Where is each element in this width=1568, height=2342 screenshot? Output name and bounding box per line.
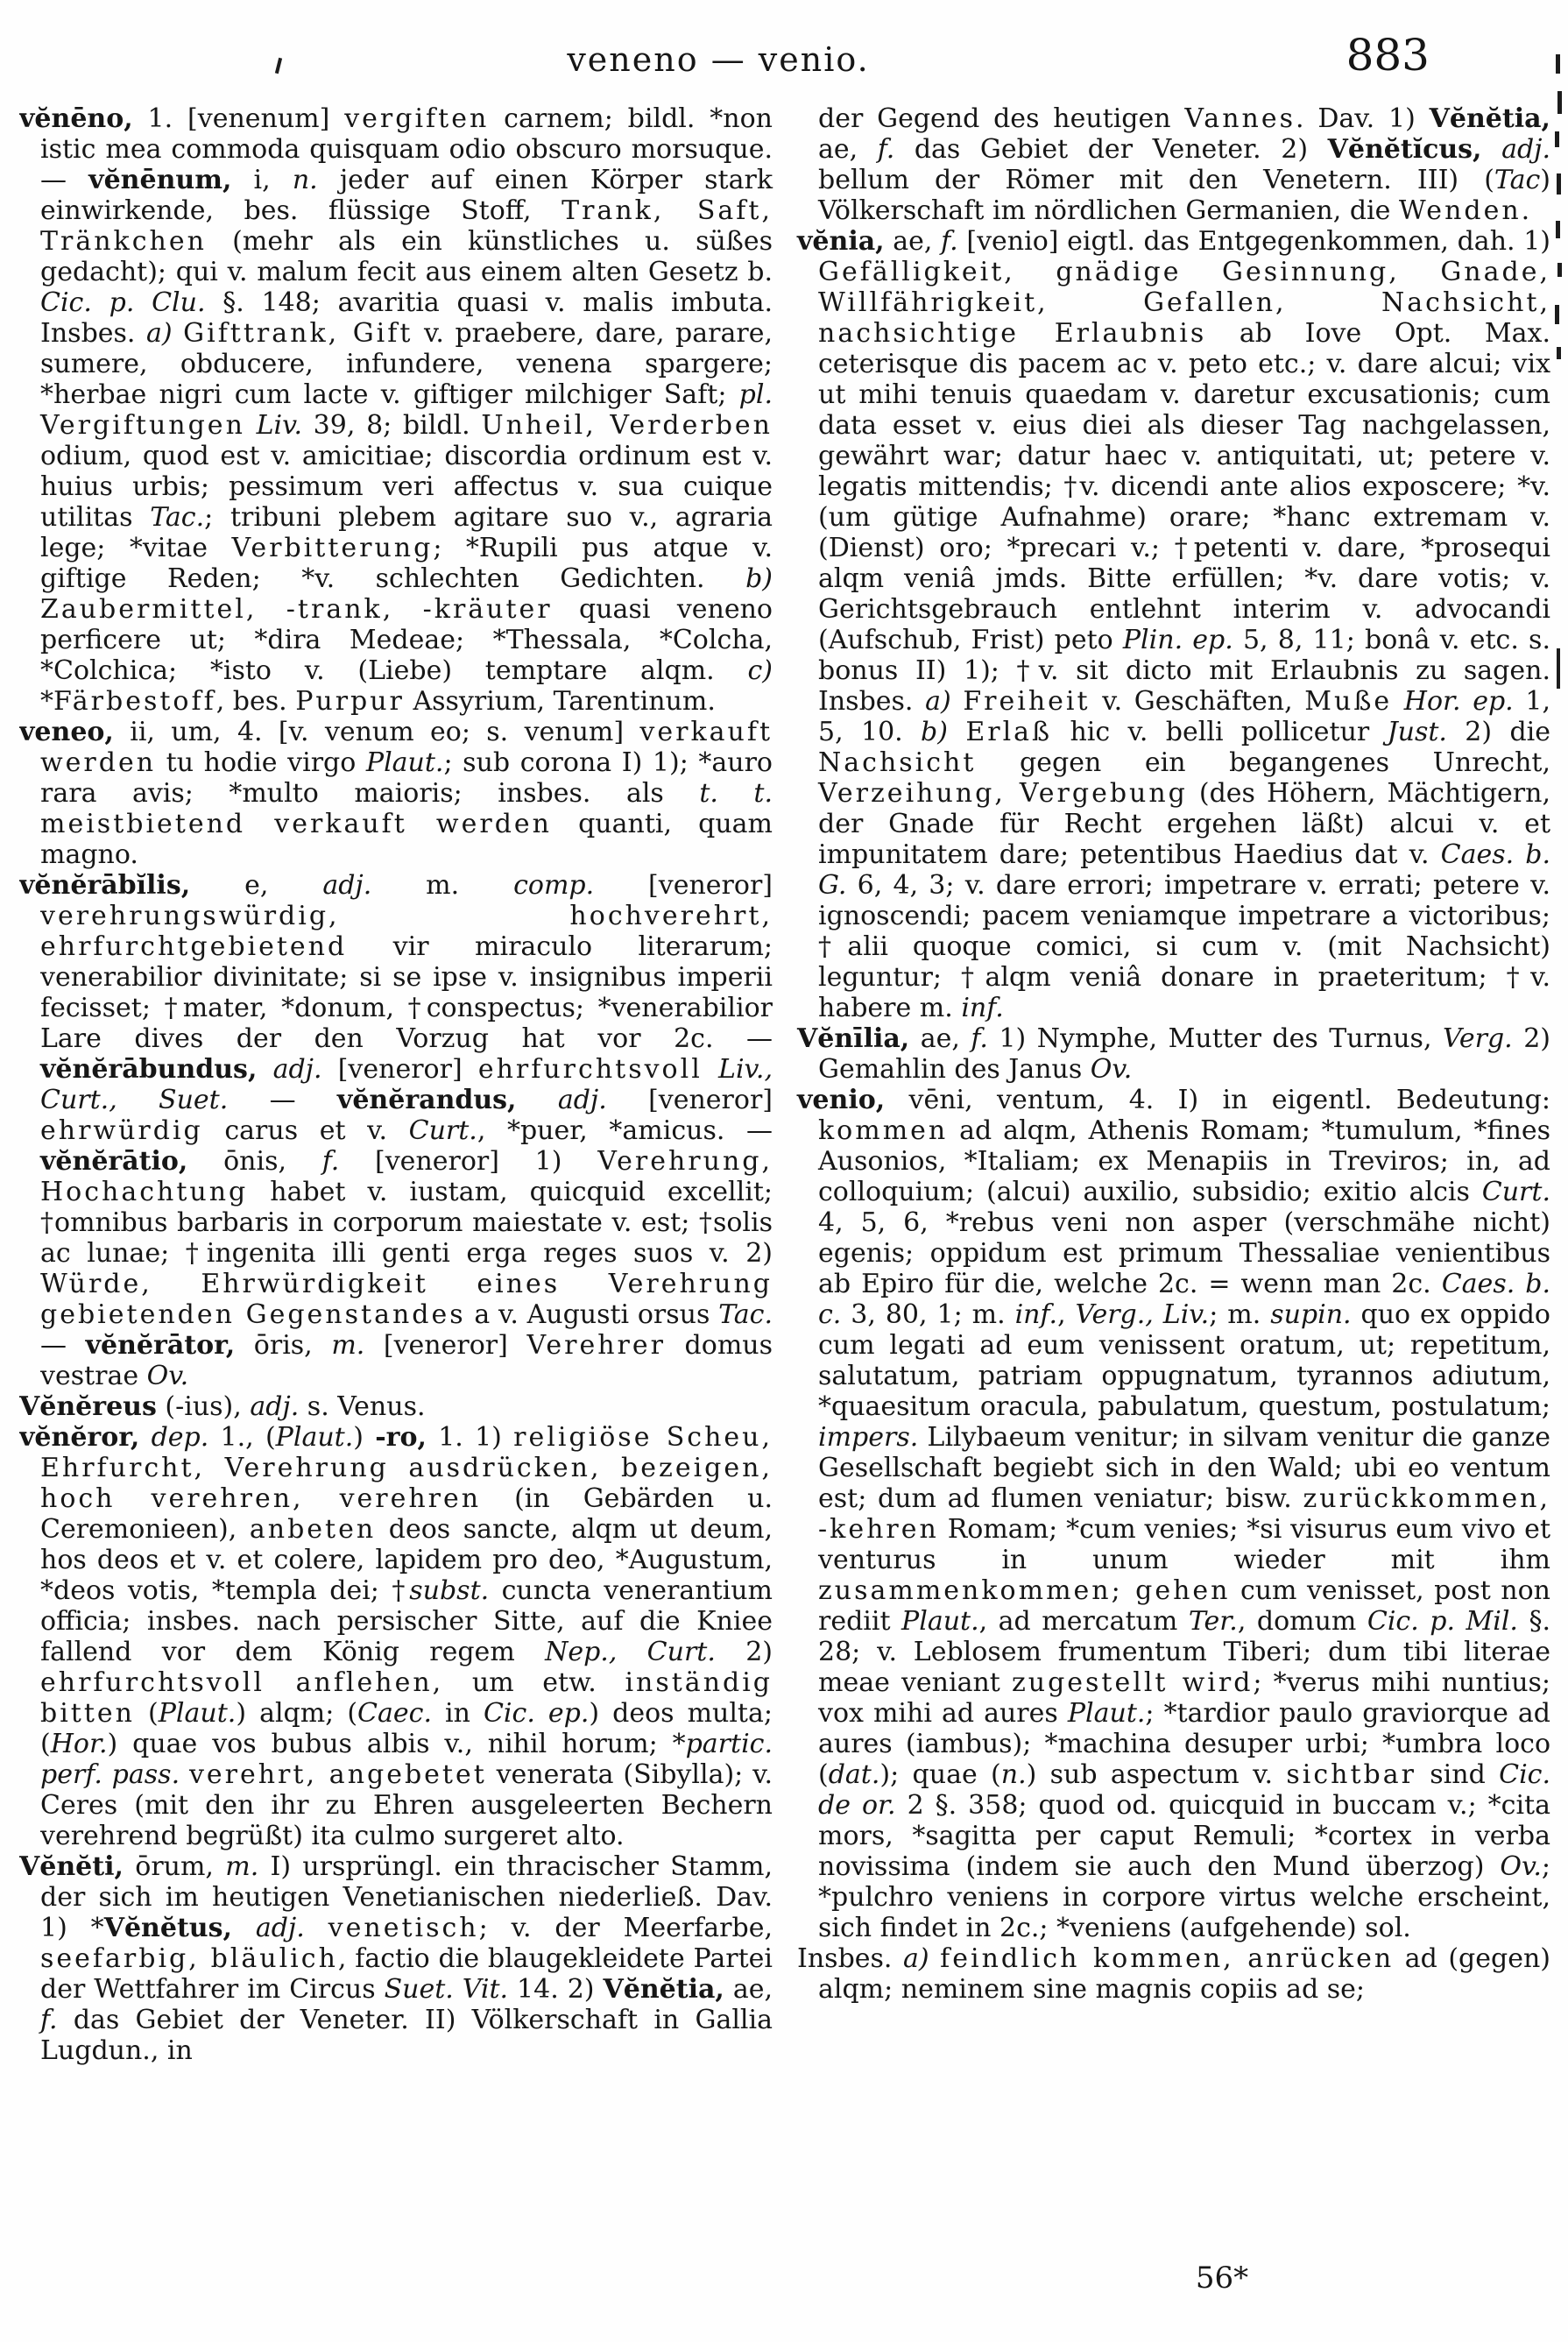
text-segment: um etw.	[443, 1667, 625, 1698]
scan-speck	[1557, 347, 1561, 359]
text-segment: feindlich kommen, anrücken	[940, 1943, 1395, 1974]
text-segment: ae,	[884, 226, 942, 257]
text-segment: impers.	[818, 1422, 919, 1453]
text-segment: t. t.	[699, 778, 773, 809]
text-segment: verehrungswürdig, hochverehrt, ehrfurchtgebietend	[40, 901, 773, 962]
text-segment: Vĕnĕtia,	[1429, 103, 1550, 134]
text-segment: Zaubermittel, -trank, -kräuter	[40, 594, 553, 625]
text-segment: jeder auf einen Körper stark einwirkende, bes. flüssige Stoff,	[40, 165, 773, 226]
text-segment: )	[353, 1422, 376, 1453]
text-segment	[180, 1759, 189, 1790]
text-segment: vĕnĕrātor,	[85, 1330, 236, 1361]
text-segment: ad (gegen) alqm; neminem sine magnis copiis ad se;	[818, 1943, 1550, 2005]
text-segment: Freiheit	[963, 686, 1091, 717]
text-segment	[948, 717, 965, 747]
text-segment: kommen	[818, 1115, 949, 1146]
text-segment: —	[228, 1085, 337, 1115]
text-segment: verkauft werden	[40, 717, 773, 778]
text-segment: Wenden	[1398, 195, 1522, 226]
text-segment: Gefälligkeit, gnädige Gesinnung, Gnade, Willfährigkeit, Gefallen, Nachsicht, nachsichtige Erlaubnis	[818, 257, 1550, 349]
text-segment: e,	[190, 870, 323, 901]
text-segment: m.	[371, 870, 514, 901]
text-segment: Assyrium, Tarentinum.	[404, 686, 716, 717]
text-segment: 1. 1)	[426, 1422, 514, 1453]
text-segment: (	[135, 1698, 159, 1729]
text-segment: §. 28; v. Leblosem frumentum Tiberi; dum tibi literae meae veniant	[818, 1606, 1550, 1698]
text-segment: vĕnēno,	[19, 103, 133, 134]
text-segment: Liv., Curt., Suet.	[40, 1054, 773, 1115]
text-segment: das Gebiet der Veneter. 2)	[894, 134, 1328, 165]
text-segment: [venio] eigtl. das Entgegenkommen, dah. 1)	[957, 226, 1550, 257]
text-segment: n.	[1000, 1759, 1027, 1790]
text-segment: zurückkommen, -kehren	[818, 1483, 1550, 1545]
text-segment: ae,	[909, 1023, 971, 1054]
text-segment: anbeten	[249, 1514, 377, 1545]
scan-speck	[1555, 131, 1559, 147]
text-segment: Vĕnīlia,	[797, 1023, 910, 1054]
text-segment: Vĕnĕti,	[19, 1851, 124, 1882]
text-segment: ii, um, 4. [v. venum eo; s. venum]	[113, 717, 640, 747]
text-segment: pl.	[738, 379, 773, 410]
text-segment: 39, 8; bildl.	[302, 410, 482, 441]
text-segment: ōnis,	[187, 1146, 322, 1177]
text-segment: Nep., Curt.	[545, 1637, 716, 1667]
text-segment: b)	[921, 717, 948, 747]
text-segment	[703, 1054, 718, 1085]
text-segment: bellum der Römer mit den Venetern. III) (	[818, 165, 1494, 195]
text-segment: Insbes.	[797, 1943, 903, 1974]
page-number: 883	[1346, 30, 1430, 81]
text-segment: Vergiftungen	[40, 410, 245, 441]
text-segment: ehrfurchtsvoll	[477, 1054, 703, 1085]
text-segment: ae,	[724, 1974, 773, 2005]
dictionary-entry-venio-insbes	[797, 1943, 1550, 2005]
text-segment: subst.	[409, 1575, 490, 1606]
text-segment: [veneror]	[594, 870, 773, 901]
text-segment: der Gegend des heutigen	[818, 103, 1185, 134]
text-segment: , ad mercatum	[978, 1606, 1189, 1637]
text-segment	[517, 1085, 558, 1115]
text-segment: carnem; bildl. *non istic mea commoda quisquam odio obscuro morsuque. —	[40, 103, 773, 195]
text-segment: Tac.	[718, 1299, 773, 1330]
text-segment: Cic. p. Clu.	[40, 287, 206, 318]
text-segment: veneo,	[19, 717, 114, 747]
text-segment	[139, 1422, 151, 1453]
text-segment: ; v. der Meerfarbe,	[478, 1913, 773, 1943]
text-segment: vir miraculo literarum; venerabilior divinitate; si se ipse v. insignibus imperii fecisset; †mater, *donum, †conspectus; *venerabilior Lare dives der den Vorzug hat vor 2c. —	[40, 931, 773, 1054]
text-segment: ōris,	[235, 1330, 332, 1361]
text-segment: c)	[747, 655, 773, 686]
text-segment: (des Höhern, Mächtigern, der Gnade für Recht ergehen läßt) alcui v. et impunitatem dare; petentibus Haedius dat v.	[818, 778, 1550, 870]
text-segment: Just.	[1387, 717, 1447, 747]
text-segment: (in Gebärden u. Ceremonieen),	[40, 1483, 773, 1545]
text-segment: Liv.	[256, 410, 303, 441]
text-segment: ae,	[818, 134, 878, 165]
text-segment: vĕnĕrātio,	[40, 1146, 188, 1177]
text-segment: I) ursprüngl. ein thracischer Stamm, der sich im heutigen Venetianischen niederließ. Dav. 1) *	[40, 1851, 773, 1943]
column-left	[19, 103, 773, 2272]
text-segment: Plaut.	[275, 1422, 354, 1453]
text-segment: tu hodie virgo	[156, 747, 366, 778]
text-segment: Plaut.	[901, 1606, 979, 1637]
text-segment: ) quae vos bubus albis v., nihil horum; *	[107, 1729, 686, 1759]
text-segment: Unheil, Verderben	[481, 410, 773, 441]
text-segment: inf.	[961, 993, 1004, 1023]
text-segment: Hor. ep.	[1403, 686, 1514, 717]
scan-speck	[1557, 173, 1561, 195]
text-segment: a)	[903, 1943, 929, 1974]
text-segment: f.	[971, 1023, 988, 1054]
text-segment: ad alqm, Athenis Romam; *tumulum, *fines Ausonios, *Italiam; ex Menapiis in Treviros; in, ad colloquium; (alcui) auxilio, subsidio; exitio alcis	[818, 1115, 1550, 1207]
text-segment: n.	[292, 165, 318, 195]
text-segment: b)	[745, 563, 773, 594]
text-segment: Gifttrank, Gift	[183, 318, 413, 349]
text-segment: ; tribuni plebem agitare suo v., agraria lege; *vitae	[40, 502, 773, 563]
scan-speck	[1556, 221, 1560, 238]
text-segment: [veneror]	[364, 1330, 527, 1361]
text-segment: verehrt, angebetet	[188, 1759, 487, 1790]
text-segment: odium, quod est v. amicitiae; discordia ordinum est v. huius urbis; pessimum veri affectus v. sua cuique utilitas	[40, 441, 773, 533]
text-segment: , domum	[1237, 1606, 1367, 1637]
text-segment: , bes.	[215, 686, 296, 717]
text-segment: ); quae (	[879, 1759, 1001, 1790]
dictionary-entry-venilia	[797, 1023, 1550, 1085]
text-segment: Romam; *cum venies; *si visurus eum vivo et venturus in unum wieder mit ihm	[818, 1514, 1550, 1575]
text-segment: vĕnĕrandus,	[336, 1085, 517, 1115]
text-segment: . Dav. 1)	[1295, 103, 1430, 134]
text-segment: cum venisset, post non rediit	[818, 1575, 1550, 1637]
text-segment: in	[431, 1698, 484, 1729]
text-segment: Vĕnĕtus,	[103, 1913, 232, 1943]
signature-mark: 56*	[1195, 2261, 1249, 2296]
text-segment: vergiften	[344, 103, 490, 134]
text-columns	[19, 103, 1550, 2272]
text-segment: domus vestrae	[40, 1330, 773, 1391]
text-segment: Verzeihung, Vergebung	[818, 778, 1188, 809]
dictionary-entry-veneo	[19, 717, 773, 870]
text-segment: habet v. iustam, quicquid excellit; †omnibus barbaris in corporum maiestate v. est; †solis ac lunae; †ingenita illi genti erga reges suos v. 2)	[40, 1177, 773, 1269]
text-segment: ; m.	[1209, 1299, 1271, 1330]
text-segment: Tac	[1494, 165, 1541, 195]
text-segment: (-ius),	[156, 1391, 251, 1422]
text-segment: cuncta venerantium officia; insbes. nach persischer Sitte, auf die Kniee fallend vor dem König regem	[40, 1575, 773, 1667]
text-segment: Vannes	[1184, 103, 1296, 134]
text-segment: Cic. p. Mil.	[1367, 1606, 1518, 1637]
text-segment	[929, 1943, 941, 1974]
text-segment: 1. [venenum]	[132, 103, 345, 134]
text-segment: quasi veneno perficere ut; *dira Medeae; *Thessala, *Colcha, *Colchica; *isto v. (Liebe) temptare alqm.	[40, 594, 773, 686]
text-segment: adj.	[557, 1085, 607, 1115]
text-segment: seefarbig, bläulich	[40, 1943, 338, 1974]
text-segment: adj.	[272, 1054, 322, 1085]
text-segment: venetisch	[328, 1913, 479, 1943]
text-segment: 5, 8, 11; bonâ v. etc. s. bonus II) 1); †v. sit dicto mit Erlaubnis zu sagen. Insbes.	[818, 625, 1550, 717]
text-segment	[305, 1913, 328, 1943]
text-segment: 1, 5, 10.	[818, 686, 1550, 747]
dictionary-entry-veneti	[19, 1851, 773, 2066]
text-segment: hic v. belli pollicetur	[1052, 717, 1388, 747]
text-segment: Vĕnĕreus	[19, 1391, 157, 1422]
text-segment	[1482, 134, 1502, 165]
text-segment	[245, 410, 257, 441]
text-segment: vĕnĕrābundus,	[40, 1054, 258, 1085]
text-segment: —	[40, 1330, 86, 1361]
text-segment: Purpur	[295, 686, 405, 717]
dictionary-entry-venio	[797, 1085, 1550, 1943]
text-segment: -ro,	[375, 1422, 427, 1453]
text-segment: Muße	[1304, 686, 1393, 717]
text-segment	[1392, 686, 1404, 717]
text-segment: vĕnĕrābĭlis,	[19, 870, 191, 901]
text-segment: Plaut.	[158, 1698, 237, 1729]
scan-speck	[1557, 91, 1562, 114]
text-segment: Plaut.	[1067, 1698, 1146, 1729]
scan-speck	[1555, 305, 1559, 324]
text-segment: [veneror]	[321, 1054, 478, 1085]
text-segment: das Gebiet der Veneter. II) Völkerschaft in Gallia Lugdun., in	[40, 2005, 773, 2066]
dictionary-entry-veneno	[19, 103, 773, 717]
text-segment: inständig bitten	[40, 1667, 773, 1729]
text-segment: zusammenkommen; gehen	[818, 1575, 1231, 1606]
text-segment: ; sub corona I) 1); *auro rara avis; *multo maioris; insbes. als	[40, 747, 773, 809]
text-segment: vĕnēnum,	[88, 165, 232, 195]
text-segment: v. praebere, dare, parare, sumere, obducere, infundere, venena spargere; *herbae nigri cum lacte v. giftiger milchiger Saft;	[40, 318, 773, 410]
text-segment: Ov.	[1500, 1851, 1542, 1882]
text-segment: Caes. b. c.	[818, 1269, 1550, 1330]
text-segment: Ter.	[1188, 1606, 1238, 1637]
text-segment: 2)	[715, 1637, 773, 1667]
text-segment: ) sub aspectum v.	[1026, 1759, 1287, 1790]
text-segment: Färbestoff	[53, 686, 216, 717]
text-segment: Würde, Ehrwürdigkeit eines Verehrung gebietenden Gegenstandes	[40, 1269, 773, 1330]
text-segment: 4, 5, 6, *rebus veni non asper (verschmähe nicht) egenis; oppidum est primum Thessaliae venientibus ab Epiro für die, welche 2c. = wenn man 2c.	[818, 1207, 1550, 1299]
text-segment: venio,	[797, 1085, 886, 1115]
dictionary-entry-venerabilis	[19, 870, 773, 1391]
text-segment: adj.	[1501, 134, 1550, 165]
text-segment: ehrfurchtsvoll anflehen,	[40, 1667, 444, 1698]
text-segment: 1., (	[208, 1422, 276, 1453]
text-segment: Vĕnĕtia,	[603, 1974, 724, 2005]
text-segment: ; *tardior paulo graviorque ad aures (iambus); *machina desuper urbi; *umbra loco (	[818, 1698, 1550, 1790]
scan-speck	[1556, 54, 1560, 74]
text-segment: ; *verus mihi nuntius; vox mihi ad aures	[818, 1667, 1550, 1729]
text-segment: Plin. ep.	[1122, 625, 1233, 655]
text-segment	[173, 318, 184, 349]
column-right	[797, 103, 1550, 2272]
text-segment: i,	[231, 165, 293, 195]
text-segment: Verehrer	[526, 1330, 666, 1361]
text-segment: comp.	[513, 870, 595, 901]
text-segment: [veneror] 1)	[339, 1146, 598, 1177]
text-segment: adj.	[250, 1391, 300, 1422]
text-segment: *	[40, 686, 53, 717]
text-segment: inf.	[1014, 1299, 1058, 1330]
text-segment	[951, 686, 964, 717]
text-segment: Caec.	[357, 1698, 432, 1729]
text-segment: Caes. b. G.	[818, 839, 1550, 901]
text-segment: supin.	[1270, 1299, 1352, 1330]
text-segment: m.	[331, 1330, 365, 1361]
text-segment: (mehr als ein künstliches u. süßes gedacht); qui v. malum fecit aus einem alten Gesetz b.	[40, 226, 773, 287]
text-segment: f.	[321, 1146, 340, 1177]
text-segment: §. 148; avaritia quasi v. malis imbuta. Insbes.	[40, 287, 773, 349]
text-segment: sichtbar	[1286, 1759, 1416, 1790]
text-segment: dep.	[151, 1422, 209, 1453]
text-segment	[232, 1913, 256, 1943]
text-segment: Verg.	[1442, 1023, 1513, 1054]
text-segment: f.	[877, 134, 895, 165]
text-segment: gegen ein begangenes Unrecht,	[976, 747, 1550, 778]
text-segment: Verehrung, Hochachtung	[40, 1146, 773, 1207]
running-title: veneno — venio.	[567, 40, 870, 79]
dictionary-entry-veneti-continuation	[797, 103, 1550, 226]
text-segment	[257, 1054, 272, 1085]
text-segment: Curt.	[1481, 1177, 1550, 1207]
text-segment: Cic. ep.	[483, 1698, 590, 1729]
text-segment: Curt.	[408, 1115, 477, 1146]
text-segment: , *puer, *amicus. —	[477, 1115, 773, 1146]
text-segment: ab Iove Opt. Max. ceterisque dis pacem ac v. peto etc.; v. dare alcui; vix ut mihi tenuis quaedam v. daretur excusationis; cum data esset v. eius diei als dieser Tag nachgelassen, gewährt war; datur haec v. antiquitati, ut; petere v. legatis mittendis; †v. dicendi ante alios exposcere; *v. (um gütige Aufnahme) orare; *hanc extremam v. (Dienst) oro; *precari v.; †petenti v. dare, *prosequi alqm veniâ jmds. Bitte erfüllen; *v. dare votis; v. Gerichtsgebrauch entlehnt interim v. advocandi (Aufschub, Frist) peto	[818, 318, 1550, 655]
text-segment: a v. Augusti orsus	[465, 1299, 719, 1330]
text-segment: religiöse Scheu, Ehrfurcht, Verehrung ausdrücken, bezeigen, hoch verehren, verehren	[40, 1422, 773, 1514]
text-segment: , factio die blaugekleidete Partei der Wettfahrer im Circus	[40, 1943, 773, 2005]
text-segment: v. Geschäften,	[1090, 686, 1305, 717]
text-segment: Trank, Saft, Tränkchen	[40, 195, 773, 257]
text-segment: partic. perf. pass.	[40, 1729, 773, 1790]
text-segment: ; *pulchro veniens in corpore virtus welche erscheint, sich findet in 2c.; *veniens (aufgehende) sol.	[818, 1851, 1550, 1943]
text-segment: Erlaß	[965, 717, 1053, 747]
text-segment: m.	[225, 1851, 259, 1882]
text-segment: f.	[40, 2005, 58, 2035]
text-segment: ) alqm; (	[236, 1698, 358, 1729]
text-segment: Nachsicht	[818, 747, 977, 778]
text-segment: vĕnia,	[797, 226, 885, 257]
dictionary-entry-venia	[797, 226, 1550, 1023]
text-segment: 6, 4, 3; v. dare errori; impetrare v. errati; petere v. ignoscendi; pacem veniamque impetrare a victoribus; †alii quoque comici, si cum v. (mit Nachsicht) leguntur; †alqm veniâ donare in praeteritum; †v. habere m.	[818, 870, 1550, 1023]
text-segment: Lilybaeum venitur; in silvam venitur die ganze Gesellschaft begiebt sich in den Wald; ubi eo ventum est; dum ad flumen veniatur; bisw.	[818, 1422, 1550, 1514]
text-segment: 14. 2)	[508, 1974, 604, 2005]
text-segment: ehrwürdig	[40, 1115, 203, 1146]
text-segment: Suet. Vit.	[384, 1974, 509, 2005]
text-segment: f.	[941, 226, 958, 257]
text-segment: zugestellt wird	[1011, 1667, 1254, 1698]
text-segment: dat.	[828, 1759, 880, 1790]
text-segment: meistbietend verkauft werden	[40, 809, 552, 839]
text-segment: ) deos multa; (	[40, 1698, 773, 1759]
text-segment: Tac.	[150, 502, 205, 533]
scan-speck	[1557, 648, 1560, 689]
text-segment: 3, 80, 1; m.	[841, 1299, 1015, 1330]
text-segment: ,	[1057, 1299, 1076, 1330]
dictionary-entry-venereus	[19, 1391, 773, 1422]
text-segment: Verbitterung	[231, 533, 434, 563]
text-segment: Cic. de or.	[818, 1759, 1550, 1821]
text-segment: vēni, ventum, 4. I) in eigentl. Bedeutung:	[885, 1085, 1550, 1115]
text-segment: Ov.	[1090, 1054, 1133, 1085]
text-segment: ) Völkerschaft im nördlichen Germanien, die	[818, 165, 1550, 226]
text-segment: s. Venus.	[299, 1391, 426, 1422]
text-segment: Plaut.	[365, 747, 444, 778]
text-segment: Vĕnĕtĭcus,	[1327, 134, 1482, 165]
text-segment: a)	[146, 318, 173, 349]
text-segment: 1) Nymphe, Mutter des Turnus,	[987, 1023, 1443, 1054]
text-segment: a)	[925, 686, 951, 717]
text-segment: vĕnĕror,	[19, 1422, 140, 1453]
text-segment: Ov.	[146, 1361, 189, 1391]
text-segment: quo ex oppido cum legati ad eum venissent oratum, ut; repetitum, salutatum, patriam oppugnatum, tyrannos adiutum, *quaesitum oracula, pabulatum, questum, postulatum;	[818, 1299, 1550, 1422]
text-segment: adj.	[255, 1913, 305, 1943]
text-segment: Verg., Liv.	[1075, 1299, 1210, 1330]
text-segment: 2 §. 358; quod od. quicquid in buccam v.; *cita mors, *sagitta per caput Remuli; *cortex in verba novissima (indem sie auch den Mund überzog)	[818, 1790, 1550, 1882]
text-segment: quanti, quam magno.	[40, 809, 773, 870]
text-segment: carus et v.	[202, 1115, 409, 1146]
dictionary-entry-veneror	[19, 1422, 773, 1851]
text-segment: [veneror]	[606, 1085, 773, 1115]
text-segment: ; *Rupili pus atque v. giftige Reden; *v. schlechten Gedichten.	[40, 533, 773, 594]
text-segment: sind	[1416, 1759, 1500, 1790]
text-segment: venerata (Sibylla); v. Ceres (mit den ihr zu Ehren ausgeleerten Bechern verehrend begrüßt) ita culmo surgeret alto.	[40, 1759, 773, 1851]
text-segment: ōrum,	[123, 1851, 226, 1882]
text-segment: 2) Gemahlin des Janus	[818, 1023, 1550, 1085]
scan-speck	[1557, 263, 1562, 277]
text-segment: adj.	[322, 870, 372, 901]
text-segment: deos sancte, alqm ut deum, hos deos et v. et colere, lapidem pro deo, *Augustum, *deos votis, *templa dei; †	[40, 1514, 773, 1606]
text-segment: Hor.	[50, 1729, 108, 1759]
text-segment: 2) die	[1446, 717, 1550, 747]
text-segment: .	[1521, 195, 1530, 226]
